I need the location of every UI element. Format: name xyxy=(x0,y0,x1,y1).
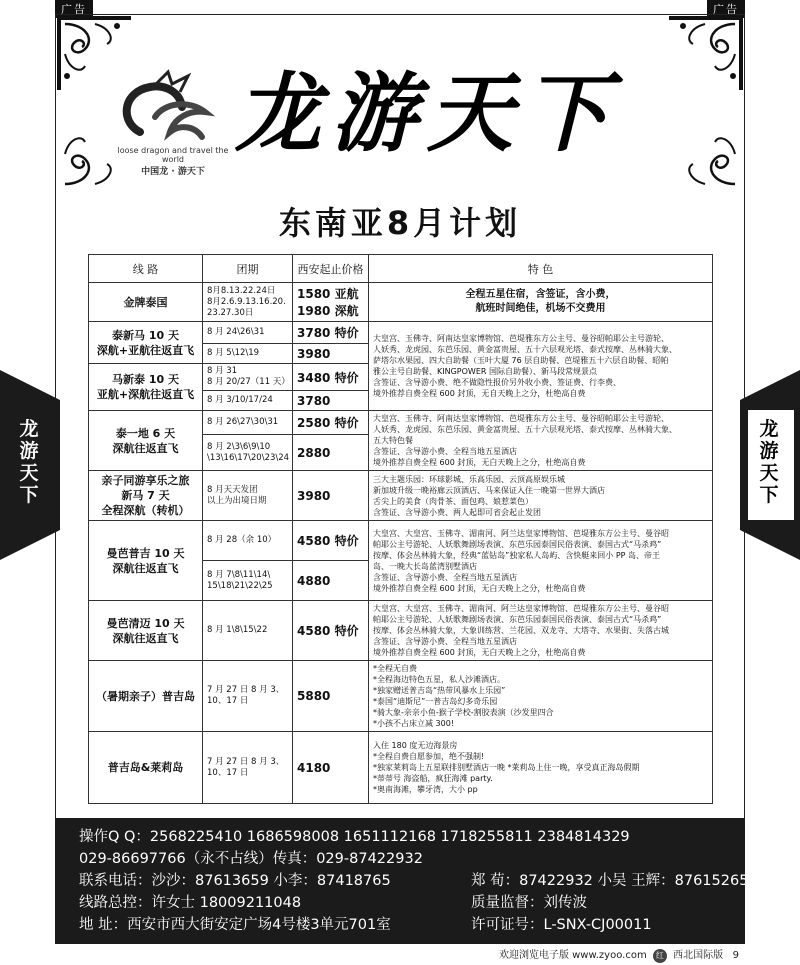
route-price: 4180 xyxy=(293,732,369,804)
banner xyxy=(55,14,745,194)
route-period: 8 月 3/10/17/24 xyxy=(203,391,293,411)
footer-badge-icon: 红 xyxy=(653,949,667,963)
footer-text: 欢迎浏览电子版 www.zyoo.com xyxy=(498,950,647,961)
routes-body xyxy=(89,283,713,804)
route-features xyxy=(369,411,713,471)
feature-line: 大皇宫、大皇宫、玉佛寺、湄南河、阿兰达皇家博物馆、芭堤雅东方公主号、曼谷昭 xyxy=(373,604,669,613)
route-period: 8 月 24\26\31 xyxy=(203,322,293,344)
contact-manager: 线路总控：许女士 18009211048 xyxy=(79,895,302,911)
contact-phone-fax: 029-86697766（永不占线）传真：029-87422932 xyxy=(79,851,423,867)
contact-quality: 质量监督：刘传波 xyxy=(471,895,587,911)
feature-line: *全程自费自愿参加，绝不强制! xyxy=(373,752,485,761)
table-row xyxy=(89,661,713,732)
feature-line: *独家赠送普吉岛“热带风暴水上乐园” xyxy=(373,686,506,695)
feature-line: 境外推荐自费全程 600 封顶，无白天晚上之分，杜绝高自费 xyxy=(373,458,586,467)
feature-line: *骑大象-亲亲小鱼-猴子学校-割胶表演（沙发里四合 xyxy=(373,708,554,717)
routes-table xyxy=(88,254,713,804)
route-price: 1580 亚航 1980 深航 xyxy=(293,283,369,322)
route-price: 3780 xyxy=(293,391,369,411)
contact-qq: 操作Q Q：2568225410 1686598008 1651112168 1718255811 2384814329 xyxy=(79,829,630,845)
contact-row-3 xyxy=(79,870,749,892)
feature-line: 五大特色餐 xyxy=(373,436,413,445)
route-name: 马新泰 10 天 亚航+深航往返直飞 xyxy=(89,364,203,411)
feature-line: 雅公主号自助餐、KINGPOWER 国际自助餐）、新马段常规景点 xyxy=(373,367,597,376)
contact-row-5 xyxy=(79,914,721,936)
page-footer xyxy=(55,946,745,965)
feature-line: 按摩、体会丛林骑大象，经典“蓝钻岛”独家私人岛屿、含快艇来回小 PP 岛、帝王 xyxy=(373,550,661,560)
table-row xyxy=(89,521,713,561)
feature-line: 航班时间绝佳，机场不交费用 xyxy=(475,303,606,314)
feature-line: *全程无自费 xyxy=(373,664,417,673)
feature-line: 大皇宫、大皇宫、玉佛寺、湄南河、阿兰达皇家博物馆、芭堤雅东方公主号、曼谷昭 xyxy=(373,528,669,538)
feature-line: 舌尖上的美食（肉骨茶、面包鸡、娘惹菜色） xyxy=(373,496,533,506)
feature-line: 按摩、体会丛林骑大象，大象训练营、兰花园、双龙寺、大塔寺、水果街、失落古城 xyxy=(373,626,669,635)
contact-panel xyxy=(55,818,749,944)
route-price: 2580 特价 xyxy=(293,411,369,435)
route-price: 5880 xyxy=(293,661,369,732)
route-name: （暑期亲子）普吉岛 xyxy=(89,661,203,732)
header-period: 团期 xyxy=(203,255,293,283)
route-price: 3980 xyxy=(293,344,369,364)
feature-line: 人妖秀、龙虎园、东芭乐园、黄金富贵屋、五十六层观光塔、泰式按摩、丛林骑大象、 xyxy=(373,345,677,354)
table-row xyxy=(89,411,713,435)
feature-line: 含签证、含导游小费、绝不做隐性报价另外收小费、签证费、行李费、 xyxy=(373,378,621,387)
route-period: 8 月 31 8 月 20/27（11 天） xyxy=(203,364,293,391)
route-features xyxy=(369,732,713,804)
contact-address: 地 址：西安市西大街安定广场4号楼3单元701室 xyxy=(79,917,391,933)
route-features xyxy=(369,283,713,322)
feature-line: 含签证、含导游小费、两人起即可省会起止发团 xyxy=(373,507,541,517)
banner-title: 龙游天下 xyxy=(235,63,619,164)
feature-line: *全程海边特色五星，私人沙滩酒店。 xyxy=(373,675,505,684)
route-price: 2880 xyxy=(293,435,369,471)
feature-line: 岛、一晚大长岛蓝湾别墅酒店 xyxy=(373,561,477,571)
route-name: 曼芭普吉 10 天 深航往返直飞 xyxy=(89,521,203,601)
feature-line: *奥南海滩，攀牙湾，大小 pp xyxy=(373,785,478,794)
route-features xyxy=(369,521,713,601)
side-tab-right xyxy=(740,370,800,560)
route-price: 4580 特价 xyxy=(293,601,369,661)
page-number: 9 xyxy=(732,950,739,961)
footer-edition: 西北国际版 xyxy=(673,950,724,961)
table-row xyxy=(89,471,713,521)
feature-line: 萨塔尔水果园、四大自助餐（玉叶大厦 76 层自助餐、芭堤雅五十六层自助餐、昭帕 xyxy=(373,356,669,365)
contact-license: 许可证号：L-SNX-CJ00011 xyxy=(471,917,652,933)
feature-line: 含签证、含导游小费、全程当地五星酒店 xyxy=(373,637,517,646)
route-price: 3780 特价 xyxy=(293,322,369,344)
feature-line: 帕耶公主号游轮、人妖歌舞剧场表演、东芭乐园泰国民俗表演、泰国古式“马杀鸡” xyxy=(373,539,662,549)
route-period: 8 月 2\3\6\9\10 \13\16\17\20\23\24 xyxy=(203,435,293,471)
feature-line: 大皇宫、玉佛寺、阿南达皇家博物馆、芭堤雅东方公主号、曼谷昭帕耶公主号游轮、 xyxy=(373,334,669,343)
route-price: 4580 特价 xyxy=(293,521,369,561)
side-tab-label: 龙游天下 xyxy=(759,418,779,506)
ornament-corner-icon xyxy=(665,14,745,94)
table-row xyxy=(89,732,713,804)
feature-line: *独家莱莉岛上五星联排别墅酒店一晚 *莱莉岛上住一晚，享受真正海岛假期 xyxy=(373,763,640,772)
route-period: 8 月 1\8\15\22 xyxy=(203,601,293,661)
route-period: 7 月 27 日 8 月 3、 10、17 日 xyxy=(203,661,293,732)
feature-line: 入住 180 度无边海景房 xyxy=(373,741,458,750)
route-period: 8 月 7\8\11\14\ 15\18\21\22\25 xyxy=(203,561,293,601)
header-features: 特 色 xyxy=(369,255,713,283)
feature-line: 帕耶公主号游轮、人妖歌舞剧场表演、东芭乐园泰国民俗表演、泰国古式“马杀鸡” xyxy=(373,615,662,624)
route-price: 4880 xyxy=(293,561,369,601)
feature-line: 人妖秀、龙虎园、东芭乐园、黄金富贵屋、五十六层观光塔、泰式按摩、丛林骑大象、 xyxy=(373,425,677,434)
ornament-corner-icon xyxy=(665,114,745,194)
table-header-row xyxy=(89,255,713,283)
route-name: 普吉岛&莱莉岛 xyxy=(89,732,203,804)
side-tab-left xyxy=(0,370,60,560)
route-name: 金牌泰国 xyxy=(89,283,203,322)
route-features xyxy=(369,322,713,411)
route-name: 亲子同游享乐之旅 新马 7 天 全程深航（转机） xyxy=(89,471,203,521)
feature-line: 境外推荐自费全程 600 封顶，无自天晚上之分，杜绝高自费 xyxy=(373,389,586,398)
route-name: 泰新马 10 天 深航+亚航往返直飞 xyxy=(89,322,203,364)
route-period: 8 月 28（余 10） xyxy=(203,521,293,561)
feature-line: 含签证、含导游小费、全程当地五星酒店 xyxy=(373,572,517,582)
feature-line: 全程五星住宿，含签证，含小费， xyxy=(465,289,616,300)
feature-line: 含签证、含导游小费、全程当地五星酒店 xyxy=(373,447,517,456)
ad-tag-left: 广告 xyxy=(55,0,93,18)
feature-line: 境外推荐自费全程 600 封顶，无白天晚上之分，杜绝高自费 xyxy=(373,648,586,657)
feature-line: 大皇宫、玉佛寺、阿南达皇家博物馆、芭堤雅东方公主号、曼谷昭帕耶公主号游轮、 xyxy=(373,414,669,423)
route-period: 8 月 26\27\30\31 xyxy=(203,411,293,435)
route-price: 3980 xyxy=(293,471,369,521)
route-price: 3480 特价 xyxy=(293,364,369,391)
route-period: 8月8.13.22.24日 8月2.6.9.13.16.20. 23.27.30日 xyxy=(203,283,293,322)
route-features xyxy=(369,661,713,732)
route-features xyxy=(369,601,713,661)
feature-line: *泰国“迪斯尼”一普吉岛幻多奇乐园 xyxy=(373,697,498,706)
route-features xyxy=(369,471,713,521)
contacts-left: 联系电话：沙沙：87613659 小李：87418765 xyxy=(79,873,391,889)
logo-caption: loose dragon and travel the world 中国龙 · 游天下 xyxy=(117,146,229,177)
header-price: 西安起止价格 xyxy=(293,255,369,283)
header-route: 线 路 xyxy=(89,255,203,283)
route-period: 8 月 5\12\19 xyxy=(203,344,293,364)
feature-line: 新加坡升级一晚裕廊云顶酒店、马来保证入住一晚第一世界大酒店 xyxy=(373,485,605,495)
ad-tag-right: 广告 xyxy=(707,0,745,18)
side-tab-label: 龙游天下 xyxy=(19,418,39,506)
feature-line: *小孩不占床立减 300! xyxy=(373,719,455,728)
route-name: 曼芭清迈 10 天 深航往返直飞 xyxy=(89,601,203,661)
contacts-right: 郑 荀：87422932 小吴 王辉：87615265 xyxy=(471,873,749,889)
contact-row-4 xyxy=(79,892,721,914)
table-row xyxy=(89,283,713,322)
route-period: 7 月 27 日 8 月 3、 10、17 日 xyxy=(203,732,293,804)
table-row xyxy=(89,601,713,661)
table-row xyxy=(89,322,713,344)
route-name: 泰一地 6 天 深航往返直飞 xyxy=(89,411,203,471)
page-subtitle: 东南亚8月计划 xyxy=(278,204,522,242)
route-period: 8 月天天发团 以上为出境日期 xyxy=(203,471,293,521)
feature-line: 境外推荐自费全程 600 封顶，无白天晚上之分，杜绝高自费 xyxy=(373,583,586,593)
feature-line: *蒂蒂号 海盗船，疯狂海滩 party. xyxy=(373,774,493,783)
feature-line: 三大主题乐园：环球影城、乐高乐园、云顶高原娱乐城 xyxy=(373,474,565,484)
